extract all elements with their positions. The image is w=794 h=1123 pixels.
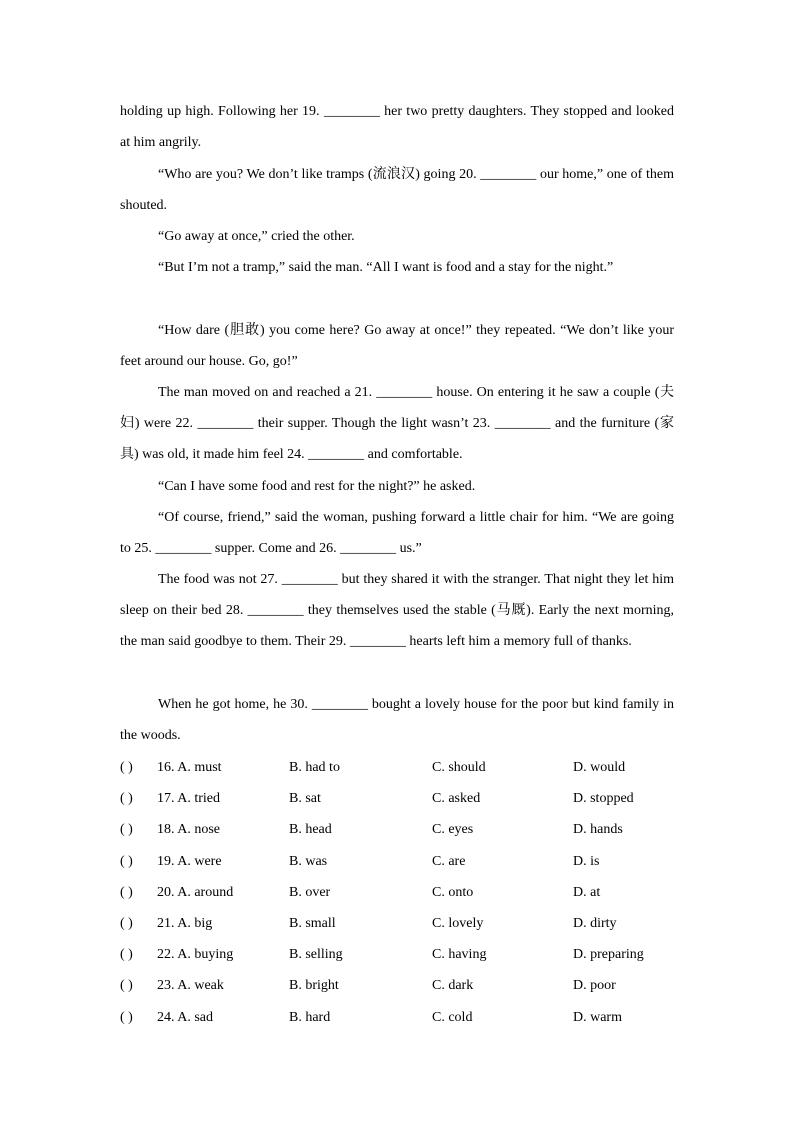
option-c: C. having <box>432 947 487 963</box>
passage-paragraph: “Of course, friend,” said the woman, pushing forward a little chair for him. “We are going to 25. ________ supper. Come and 26. ________ us.” <box>120 510 674 557</box>
option-c: C. should <box>432 760 486 775</box>
option-row <box>120 939 680 970</box>
option-b: B. sat <box>289 791 321 807</box>
option-c: C. asked <box>432 791 481 807</box>
answer-bracket[interactable]: ( ) <box>120 1009 133 1025</box>
option-d: D. poor <box>573 978 616 994</box>
option-a: 19. A. were <box>157 853 222 869</box>
option-d: D. hands <box>573 822 623 838</box>
option-a: 20. A. around <box>157 884 234 900</box>
option-c: C. onto <box>432 884 474 900</box>
option-row <box>120 1002 680 1033</box>
option-a: 16. A. must <box>157 760 222 775</box>
answer-bracket[interactable]: ( ) <box>120 915 133 931</box>
option-row <box>120 846 680 877</box>
passage-paragraph: When he got home, he 30. ________ bought a lovely house for the poor but kind family in the woods. <box>120 697 674 744</box>
option-d: D. preparing <box>573 947 644 963</box>
passage-paragraph: holding up high. Following her 19. ________ her two pretty daughters. They stopped and looked at him angrily. <box>120 104 674 151</box>
answer-bracket[interactable]: ( ) <box>120 947 133 963</box>
option-b: B. selling <box>289 947 343 963</box>
answer-bracket[interactable]: ( ) <box>120 791 133 807</box>
answer-bracket[interactable]: ( ) <box>120 853 133 869</box>
option-row <box>120 908 680 939</box>
option-row <box>120 877 680 908</box>
option-b: B. was <box>289 853 328 869</box>
answer-bracket[interactable]: ( ) <box>120 760 133 775</box>
options-list <box>120 752 680 1033</box>
option-row <box>120 814 680 845</box>
passage-paragraph: “Can I have some food and rest for the night?” he asked. <box>158 479 476 494</box>
option-d: D. at <box>573 884 601 900</box>
option-b: B. bright <box>289 978 339 994</box>
passage-paragraph: “Go away at once,” cried the other. <box>158 229 355 244</box>
option-row <box>120 752 680 783</box>
option-c: C. lovely <box>432 915 484 931</box>
option-row <box>120 783 680 814</box>
answer-bracket[interactable]: ( ) <box>120 822 133 838</box>
passage-paragraph: “How dare (胆敢) you come here? Go away at once!” they repeated. “We don’t like your feet around our house. Go, go!” <box>120 323 674 370</box>
option-a: 17. A. tried <box>157 791 220 807</box>
option-d: D. stopped <box>573 791 634 807</box>
option-row <box>120 970 680 1001</box>
option-b: B. hard <box>289 1009 331 1025</box>
option-b: B. over <box>289 884 331 900</box>
option-c: C. eyes <box>432 822 474 838</box>
option-a: 18. A. nose <box>157 822 220 838</box>
option-b: B. head <box>289 822 332 838</box>
passage-paragraph: “Who are you? We don’t like tramps (流浪汉) going 20. ________ our home,” one of them shouted. <box>120 167 674 214</box>
passage-paragraph: The food was not 27. ________ but they shared it with the stranger. That night they let him sleep on their bed 28. ________ they themselves used the stable (马厩). Early the next morning, the man said goodbye to them. Their 29. ________ hearts left him a memory full of thanks. <box>120 572 674 650</box>
option-d: D. would <box>573 760 626 775</box>
passage-paragraph: “But I’m not a tramp,” said the man. “All I want is food and a stay for the night.” <box>158 260 614 275</box>
answer-bracket[interactable]: ( ) <box>120 978 133 994</box>
option-a: 23. A. weak <box>157 978 224 994</box>
option-d: D. warm <box>573 1009 622 1025</box>
option-b: B. had to <box>289 760 340 775</box>
option-c: C. cold <box>432 1009 473 1025</box>
option-a: 24. A. sad <box>157 1009 213 1025</box>
answer-bracket[interactable]: ( ) <box>120 884 133 900</box>
option-d: D. is <box>573 853 600 869</box>
passage-paragraph: The man moved on and reached a 21. ________ house. On entering it he saw a couple (夫妇) were 22. ________ their supper. Though the light wasn’t 23. ________ and the furniture (家具) was old, it made him feel 24. ________ and comfortable. <box>120 385 674 463</box>
option-a: 21. A. big <box>157 915 213 931</box>
option-d: D. dirty <box>573 915 617 931</box>
option-a: 22. A. buying <box>157 947 234 963</box>
option-b: B. small <box>289 915 336 931</box>
option-c: C. are <box>432 853 466 869</box>
option-c: C. dark <box>432 978 474 994</box>
